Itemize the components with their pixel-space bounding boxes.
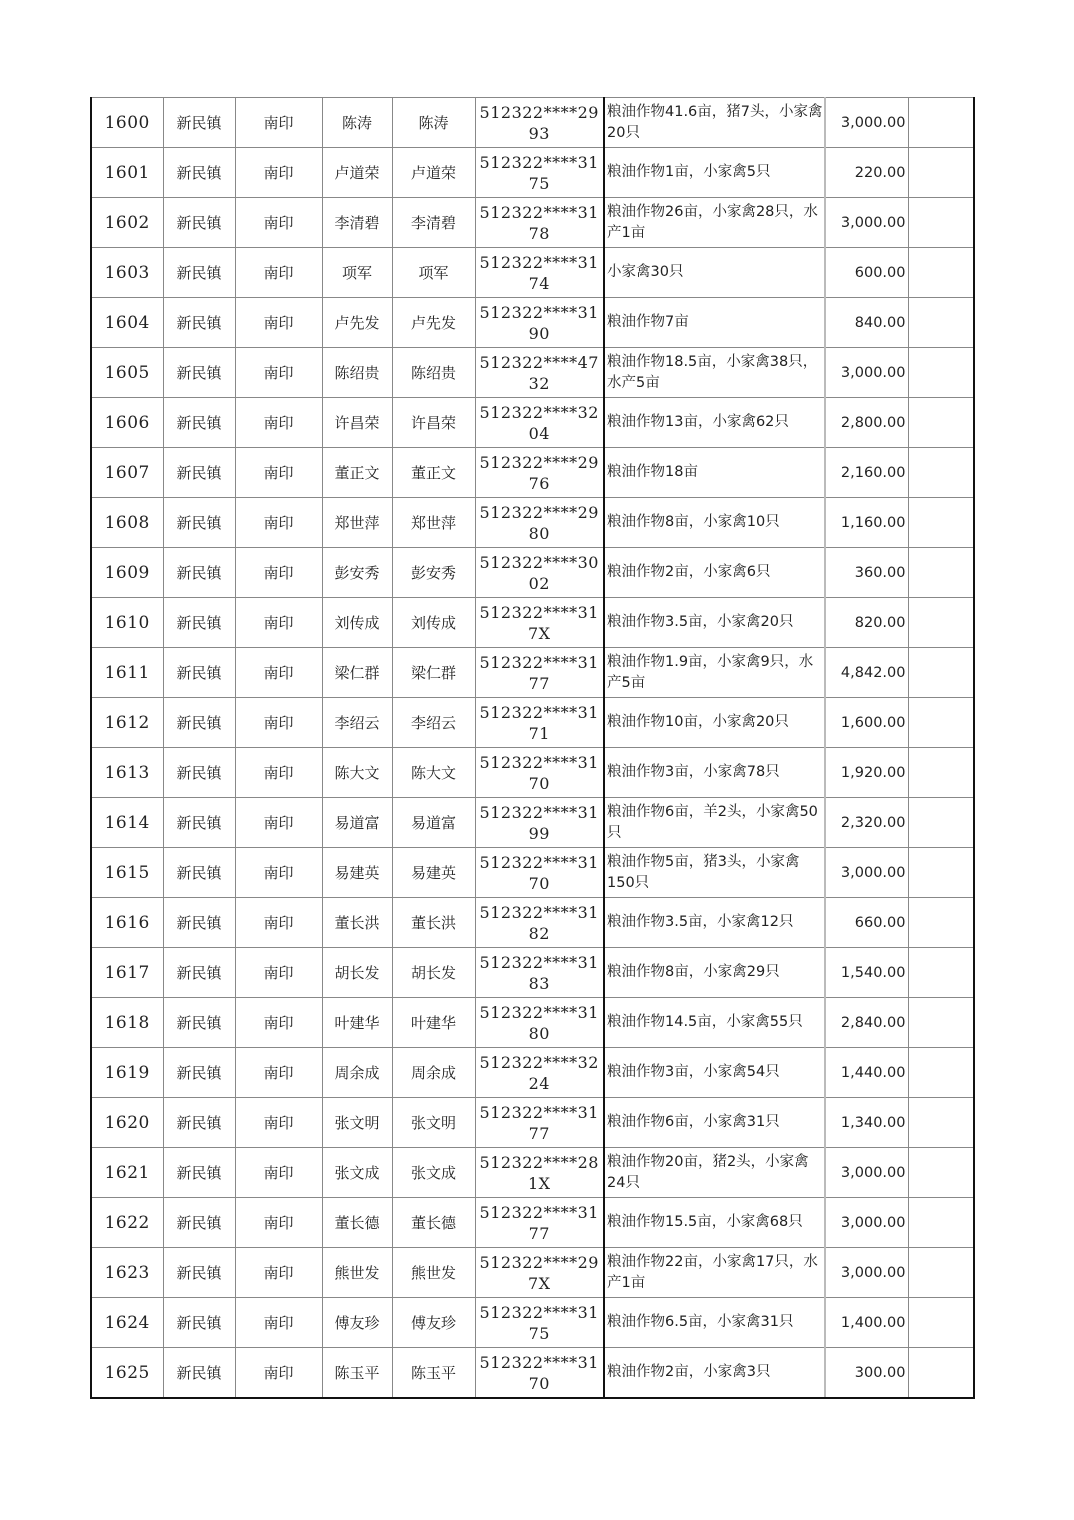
cell-seq: 1601 — [91, 148, 163, 198]
cell-town: 新民镇 — [163, 1298, 235, 1348]
cell-remark — [908, 398, 974, 448]
cell-id-number: 512322****3178 — [475, 198, 604, 248]
cell-account-holder: 卢道荣 — [392, 148, 475, 198]
cell-town: 新民镇 — [163, 1198, 235, 1248]
table-row — [91, 1248, 974, 1298]
cell-village: 南印 — [235, 298, 322, 348]
cell-id-number: 512322****3170 — [475, 748, 604, 798]
cell-seq: 1618 — [91, 998, 163, 1048]
cell-description: 粮油作物1亩，小家禽5只 — [604, 148, 825, 198]
cell-name: 叶建华 — [322, 998, 392, 1048]
table-row — [91, 1048, 974, 1098]
cell-town: 新民镇 — [163, 348, 235, 398]
cell-town: 新民镇 — [163, 748, 235, 798]
cell-seq: 1623 — [91, 1248, 163, 1298]
table-row — [91, 1098, 974, 1148]
cell-description: 粮油作物6亩，羊2头，小家禽50只 — [604, 798, 825, 848]
cell-id-number: 512322****3183 — [475, 948, 604, 998]
cell-name: 张文成 — [322, 1148, 392, 1198]
cell-amount: 3,000.00 — [825, 1198, 908, 1248]
cell-town: 新民镇 — [163, 148, 235, 198]
cell-name: 彭安秀 — [322, 548, 392, 598]
cell-village: 南印 — [235, 698, 322, 748]
cell-amount: 2,800.00 — [825, 398, 908, 448]
cell-town: 新民镇 — [163, 898, 235, 948]
table-row — [91, 848, 974, 898]
table-row — [91, 1148, 974, 1198]
cell-account-holder: 胡长发 — [392, 948, 475, 998]
cell-village: 南印 — [235, 148, 322, 198]
cell-village: 南印 — [235, 998, 322, 1048]
cell-id-number: 512322****3002 — [475, 548, 604, 598]
cell-amount: 840.00 — [825, 298, 908, 348]
cell-description: 粮油作物14.5亩，小家禽55只 — [604, 998, 825, 1048]
cell-town: 新民镇 — [163, 1048, 235, 1098]
table-row — [91, 98, 974, 148]
cell-name: 许昌荣 — [322, 398, 392, 448]
cell-village: 南印 — [235, 248, 322, 298]
cell-amount: 1,600.00 — [825, 698, 908, 748]
cell-seq: 1612 — [91, 698, 163, 748]
table-row — [91, 898, 974, 948]
cell-amount: 3,000.00 — [825, 848, 908, 898]
cell-description: 粮油作物26亩，小家禽28只，水产1亩 — [604, 198, 825, 248]
cell-account-holder: 董正文 — [392, 448, 475, 498]
cell-village: 南印 — [235, 798, 322, 848]
cell-amount: 660.00 — [825, 898, 908, 948]
cell-amount: 2,840.00 — [825, 998, 908, 1048]
table-row — [91, 648, 974, 698]
cell-seq: 1613 — [91, 748, 163, 798]
cell-name: 卢道荣 — [322, 148, 392, 198]
cell-town: 新民镇 — [163, 498, 235, 548]
cell-account-holder: 董长德 — [392, 1198, 475, 1248]
table-row — [91, 698, 974, 748]
cell-remark — [908, 348, 974, 398]
cell-name: 陈大文 — [322, 748, 392, 798]
cell-description: 粮油作物22亩，小家禽17只，水产1亩 — [604, 1248, 825, 1298]
cell-seq: 1611 — [91, 648, 163, 698]
cell-description: 粮油作物3.5亩，小家禽20只 — [604, 598, 825, 648]
cell-account-holder: 叶建华 — [392, 998, 475, 1048]
cell-amount: 3,000.00 — [825, 1248, 908, 1298]
cell-description: 小家禽30只 — [604, 248, 825, 298]
table-row — [91, 998, 974, 1048]
cell-id-number: 512322****3224 — [475, 1048, 604, 1098]
cell-seq: 1602 — [91, 198, 163, 248]
table-row — [91, 1348, 974, 1399]
cell-village: 南印 — [235, 848, 322, 898]
cell-amount: 4,842.00 — [825, 648, 908, 698]
cell-id-number: 512322****3180 — [475, 998, 604, 1048]
cell-description: 粮油作物2亩，小家禽3只 — [604, 1348, 825, 1399]
cell-amount: 3,000.00 — [825, 1148, 908, 1198]
table-row — [91, 298, 974, 348]
cell-account-holder: 周余成 — [392, 1048, 475, 1098]
cell-town: 新民镇 — [163, 848, 235, 898]
cell-description: 粮油作物1.9亩，小家禽9只，水产5亩 — [604, 648, 825, 698]
cell-id-number: 512322****3177 — [475, 1198, 604, 1248]
cell-description: 粮油作物6亩，小家禽31只 — [604, 1098, 825, 1148]
cell-description: 粮油作物2亩，小家禽6只 — [604, 548, 825, 598]
cell-town: 新民镇 — [163, 948, 235, 998]
cell-remark — [908, 98, 974, 148]
cell-name: 李绍云 — [322, 698, 392, 748]
cell-id-number: 512322****3170 — [475, 848, 604, 898]
cell-account-holder: 陈大文 — [392, 748, 475, 798]
cell-town: 新民镇 — [163, 1098, 235, 1148]
cell-village: 南印 — [235, 948, 322, 998]
cell-description: 粮油作物3亩，小家禽78只 — [604, 748, 825, 798]
cell-name: 梁仁群 — [322, 648, 392, 698]
cell-account-holder: 彭安秀 — [392, 548, 475, 598]
cell-amount: 600.00 — [825, 248, 908, 298]
cell-account-holder: 郑世萍 — [392, 498, 475, 548]
cell-name: 易道富 — [322, 798, 392, 848]
cell-seq: 1600 — [91, 98, 163, 148]
cell-seq: 1606 — [91, 398, 163, 448]
cell-town: 新民镇 — [163, 398, 235, 448]
cell-name: 周余成 — [322, 1048, 392, 1098]
cell-village: 南印 — [235, 1098, 322, 1148]
cell-seq: 1615 — [91, 848, 163, 898]
cell-amount: 300.00 — [825, 1348, 908, 1399]
cell-village: 南印 — [235, 1348, 322, 1399]
cell-description: 粮油作物8亩，小家禽29只 — [604, 948, 825, 998]
cell-remark — [908, 748, 974, 798]
table-body — [91, 98, 974, 1399]
cell-account-holder: 李绍云 — [392, 698, 475, 748]
table-row — [91, 448, 974, 498]
cell-name: 李清碧 — [322, 198, 392, 248]
cell-id-number: 512322****3175 — [475, 148, 604, 198]
table-row — [91, 348, 974, 398]
cell-id-number: 512322****3177 — [475, 648, 604, 698]
cell-name: 董正文 — [322, 448, 392, 498]
cell-remark — [908, 598, 974, 648]
cell-seq: 1614 — [91, 798, 163, 848]
cell-name: 张文明 — [322, 1098, 392, 1148]
cell-name: 易建英 — [322, 848, 392, 898]
cell-remark — [908, 898, 974, 948]
cell-village: 南印 — [235, 548, 322, 598]
cell-name: 董长洪 — [322, 898, 392, 948]
cell-remark — [908, 248, 974, 298]
cell-id-number: 512322****2993 — [475, 98, 604, 148]
cell-description: 粮油作物3.5亩，小家禽12只 — [604, 898, 825, 948]
cell-id-number: 512322****3171 — [475, 698, 604, 748]
cell-amount: 820.00 — [825, 598, 908, 648]
cell-amount: 3,000.00 — [825, 98, 908, 148]
cell-remark — [908, 1198, 974, 1248]
cell-village: 南印 — [235, 448, 322, 498]
cell-id-number: 512322****281X — [475, 1148, 604, 1198]
cell-village: 南印 — [235, 498, 322, 548]
cell-remark — [908, 198, 974, 248]
cell-name: 胡长发 — [322, 948, 392, 998]
cell-village: 南印 — [235, 598, 322, 648]
cell-account-holder: 李清碧 — [392, 198, 475, 248]
cell-remark — [908, 648, 974, 698]
cell-account-holder: 项军 — [392, 248, 475, 298]
cell-town: 新民镇 — [163, 98, 235, 148]
cell-id-number: 512322****3199 — [475, 798, 604, 848]
cell-village: 南印 — [235, 348, 322, 398]
cell-amount: 220.00 — [825, 148, 908, 198]
cell-remark — [908, 1248, 974, 1298]
cell-village: 南印 — [235, 98, 322, 148]
cell-village: 南印 — [235, 1148, 322, 1198]
cell-town: 新民镇 — [163, 548, 235, 598]
cell-id-number: 512322****3170 — [475, 1348, 604, 1399]
cell-town: 新民镇 — [163, 298, 235, 348]
cell-description: 粮油作物13亩，小家禽62只 — [604, 398, 825, 448]
cell-remark — [908, 1048, 974, 1098]
table-row — [91, 248, 974, 298]
cell-description: 粮油作物8亩，小家禽10只 — [604, 498, 825, 548]
cell-town: 新民镇 — [163, 648, 235, 698]
cell-town: 新民镇 — [163, 998, 235, 1048]
cell-village: 南印 — [235, 1248, 322, 1298]
cell-seq: 1616 — [91, 898, 163, 948]
cell-amount: 1,920.00 — [825, 748, 908, 798]
cell-town: 新民镇 — [163, 1348, 235, 1399]
cell-amount: 360.00 — [825, 548, 908, 598]
cell-name: 刘传成 — [322, 598, 392, 648]
cell-amount: 1,160.00 — [825, 498, 908, 548]
cell-account-holder: 卢先发 — [392, 298, 475, 348]
cell-amount: 1,440.00 — [825, 1048, 908, 1098]
cell-seq: 1608 — [91, 498, 163, 548]
cell-account-holder: 易建英 — [392, 848, 475, 898]
cell-seq: 1625 — [91, 1348, 163, 1399]
cell-remark — [908, 798, 974, 848]
table-row — [91, 148, 974, 198]
cell-remark — [908, 998, 974, 1048]
cell-village: 南印 — [235, 398, 322, 448]
table-row — [91, 948, 974, 998]
cell-town: 新民镇 — [163, 1248, 235, 1298]
cell-seq: 1603 — [91, 248, 163, 298]
table-row — [91, 1198, 974, 1248]
cell-name: 卢先发 — [322, 298, 392, 348]
cell-name: 陈玉平 — [322, 1348, 392, 1399]
cell-seq: 1619 — [91, 1048, 163, 1098]
cell-description: 粮油作物3亩，小家禽54只 — [604, 1048, 825, 1098]
cell-remark — [908, 498, 974, 548]
cell-account-holder: 董长洪 — [392, 898, 475, 948]
cell-remark — [908, 848, 974, 898]
cell-name: 董长德 — [322, 1198, 392, 1248]
cell-id-number: 512322****297X — [475, 1248, 604, 1298]
cell-id-number: 512322****317X — [475, 598, 604, 648]
cell-description: 粮油作物15.5亩，小家禽68只 — [604, 1198, 825, 1248]
cell-name: 熊世发 — [322, 1248, 392, 1298]
cell-seq: 1621 — [91, 1148, 163, 1198]
cell-amount: 1,400.00 — [825, 1298, 908, 1348]
cell-id-number: 512322****3190 — [475, 298, 604, 348]
cell-description: 粮油作物20亩，猪2头，小家禽24只 — [604, 1148, 825, 1198]
table-row — [91, 198, 974, 248]
cell-village: 南印 — [235, 898, 322, 948]
cell-amount: 1,340.00 — [825, 1098, 908, 1148]
cell-name: 项军 — [322, 248, 392, 298]
cell-seq: 1617 — [91, 948, 163, 998]
cell-town: 新民镇 — [163, 248, 235, 298]
cell-village: 南印 — [235, 1298, 322, 1348]
cell-remark — [908, 448, 974, 498]
cell-remark — [908, 698, 974, 748]
cell-remark — [908, 1348, 974, 1399]
cell-id-number: 512322****3175 — [475, 1298, 604, 1348]
cell-account-holder: 易道富 — [392, 798, 475, 848]
cell-town: 新民镇 — [163, 198, 235, 248]
cell-amount: 2,160.00 — [825, 448, 908, 498]
cell-town: 新民镇 — [163, 1148, 235, 1198]
cell-amount: 1,540.00 — [825, 948, 908, 998]
cell-remark — [908, 548, 974, 598]
table-row — [91, 498, 974, 548]
cell-seq: 1622 — [91, 1198, 163, 1248]
cell-description: 粮油作物6.5亩，小家禽31只 — [604, 1298, 825, 1348]
cell-seq: 1607 — [91, 448, 163, 498]
cell-remark — [908, 1298, 974, 1348]
cell-name: 陈绍贵 — [322, 348, 392, 398]
cell-id-number: 512322****4732 — [475, 348, 604, 398]
cell-remark — [908, 298, 974, 348]
cell-id-number: 512322****2976 — [475, 448, 604, 498]
cell-account-holder: 熊世发 — [392, 1248, 475, 1298]
cell-remark — [908, 948, 974, 998]
cell-village: 南印 — [235, 748, 322, 798]
cell-description: 粮油作物7亩 — [604, 298, 825, 348]
table-row — [91, 398, 974, 448]
table-row — [91, 1298, 974, 1348]
cell-remark — [908, 1148, 974, 1198]
cell-village: 南印 — [235, 198, 322, 248]
cell-description: 粮油作物10亩，小家禽20只 — [604, 698, 825, 748]
subsidy-table — [90, 97, 975, 1399]
cell-town: 新民镇 — [163, 598, 235, 648]
table-row — [91, 598, 974, 648]
cell-account-holder: 陈绍贵 — [392, 348, 475, 398]
cell-description: 粮油作物5亩，猪3头，小家禽150只 — [604, 848, 825, 898]
table-row — [91, 748, 974, 798]
cell-account-holder: 陈涛 — [392, 98, 475, 148]
cell-amount: 3,000.00 — [825, 198, 908, 248]
cell-seq: 1624 — [91, 1298, 163, 1348]
cell-name: 陈涛 — [322, 98, 392, 148]
cell-amount: 2,320.00 — [825, 798, 908, 848]
cell-town: 新民镇 — [163, 698, 235, 748]
cell-name: 郑世萍 — [322, 498, 392, 548]
cell-account-holder: 傅友珍 — [392, 1298, 475, 1348]
table-row — [91, 798, 974, 848]
cell-account-holder: 许昌荣 — [392, 398, 475, 448]
cell-id-number: 512322****3182 — [475, 898, 604, 948]
cell-village: 南印 — [235, 1198, 322, 1248]
cell-seq: 1605 — [91, 348, 163, 398]
cell-id-number: 512322****3204 — [475, 398, 604, 448]
cell-name: 傅友珍 — [322, 1298, 392, 1348]
cell-id-number: 512322****3177 — [475, 1098, 604, 1148]
cell-village: 南印 — [235, 1048, 322, 1098]
cell-account-holder: 张文明 — [392, 1098, 475, 1148]
cell-description: 粮油作物18亩 — [604, 448, 825, 498]
cell-id-number: 512322****2980 — [475, 498, 604, 548]
cell-village: 南印 — [235, 648, 322, 698]
cell-seq: 1604 — [91, 298, 163, 348]
table-row — [91, 548, 974, 598]
cell-account-holder: 张文成 — [392, 1148, 475, 1198]
cell-account-holder: 梁仁群 — [392, 648, 475, 698]
cell-account-holder: 刘传成 — [392, 598, 475, 648]
cell-town: 新民镇 — [163, 448, 235, 498]
cell-town: 新民镇 — [163, 798, 235, 848]
cell-description: 粮油作物41.6亩，猪7头，小家禽20只 — [604, 98, 825, 148]
cell-remark — [908, 148, 974, 198]
cell-seq: 1620 — [91, 1098, 163, 1148]
cell-seq: 1610 — [91, 598, 163, 648]
cell-description: 粮油作物18.5亩，小家禽38只，水产5亩 — [604, 348, 825, 398]
cell-remark — [908, 1098, 974, 1148]
cell-seq: 1609 — [91, 548, 163, 598]
cell-account-holder: 陈玉平 — [392, 1348, 475, 1399]
cell-id-number: 512322****3174 — [475, 248, 604, 298]
cell-amount: 3,000.00 — [825, 348, 908, 398]
